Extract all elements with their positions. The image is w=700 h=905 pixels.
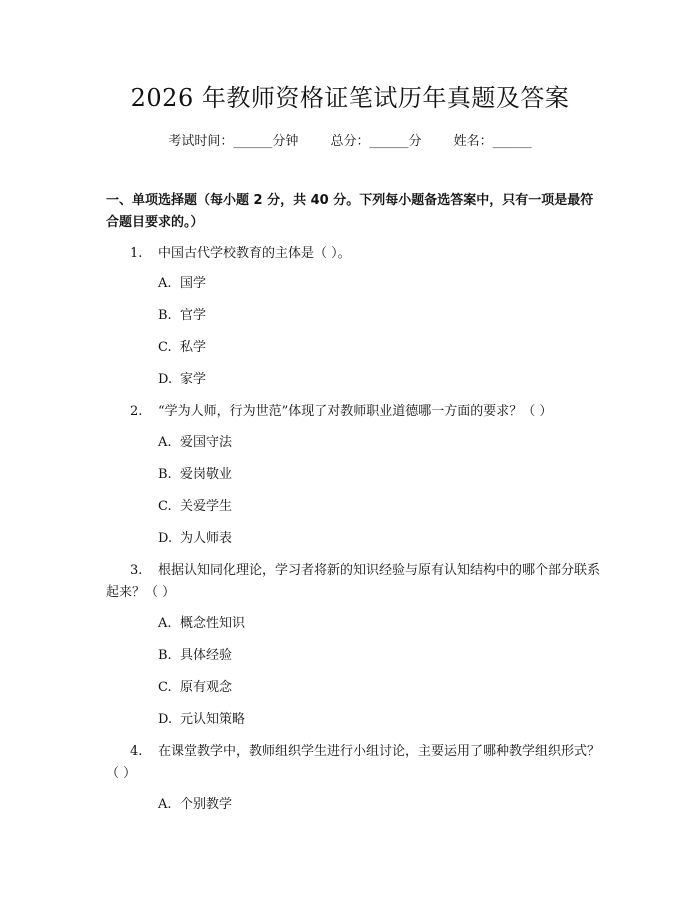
question-number: 3. [130,563,143,578]
option-letter: A. [158,276,172,291]
exam-time-field: 考试时间：______分钟 [168,134,299,149]
option-2c [158,497,232,517]
option-text: 关爱学生 [180,499,233,514]
option-text: 国学 [180,276,207,291]
question-text: 中国古代学校教育的主体是（ ）。 [158,246,351,261]
option-text: 私学 [180,340,207,355]
option-letter: A. [158,797,172,812]
option-text: 爱岗敬业 [180,467,233,482]
option-3b [158,646,232,666]
question-3 [106,560,602,604]
total-score-field: 总分：______分 [330,134,422,149]
option-letter: D. [158,372,173,387]
question-number: 2. [130,404,143,419]
option-text: 家学 [180,372,207,387]
option-text: 个别教学 [180,797,233,812]
page-title: 2026 年教师资格证笔试历年真题及答案 [130,84,570,112]
option-text: 官学 [180,308,207,323]
option-1d [158,370,206,390]
question-number: 1. [130,246,143,261]
section-heading: 一、单项选择题（每小题 2 分，共 40 分。下列每小题备选答案中，只有一项是最符合题目要求的。） [106,193,594,230]
option-text: 概念性知识 [180,616,246,631]
option-letter: B. [158,467,172,482]
question-2 [106,401,602,423]
option-3c [158,678,232,698]
question-text: 根据认知同化理论，学习者将新的知识经验与原有认知结构中的哪个部分联系起来？（ ） [106,563,601,600]
question-1 [106,243,602,265]
option-letter: D. [158,531,173,546]
option-text: 具体经验 [180,648,233,663]
option-text: 爱国守法 [180,435,233,450]
question-number: 4. [130,744,143,759]
option-letter: C. [158,680,172,695]
option-letter: D. [158,712,173,727]
question-text: 在课堂教学中，教师组织学生进行小组讨论，主要运用了哪种教学组织形式？（ ） [106,744,601,781]
name-field: 姓名：______ [453,134,532,149]
option-letter: B. [158,648,172,663]
option-3d [158,710,245,730]
option-letter: B. [158,308,172,323]
option-text: 为人师表 [180,531,233,546]
option-1a [158,274,206,294]
option-text: 原有观念 [180,680,233,695]
option-2b [158,465,232,485]
option-1b [158,306,206,326]
option-1c [158,338,206,358]
option-letter: A. [158,616,172,631]
option-2d [158,529,232,549]
option-3a [158,614,245,634]
option-letter: C. [158,340,172,355]
option-letter: A. [158,435,172,450]
option-4a [158,795,232,815]
option-letter: C. [158,499,172,514]
option-text: 元认知策略 [180,712,246,727]
question-4 [106,741,602,785]
exam-meta [0,130,700,149]
option-2a [158,433,232,453]
question-text: “学为人师，行为世范”体现了对教师职业道德哪一方面的要求？（ ） [158,404,553,419]
